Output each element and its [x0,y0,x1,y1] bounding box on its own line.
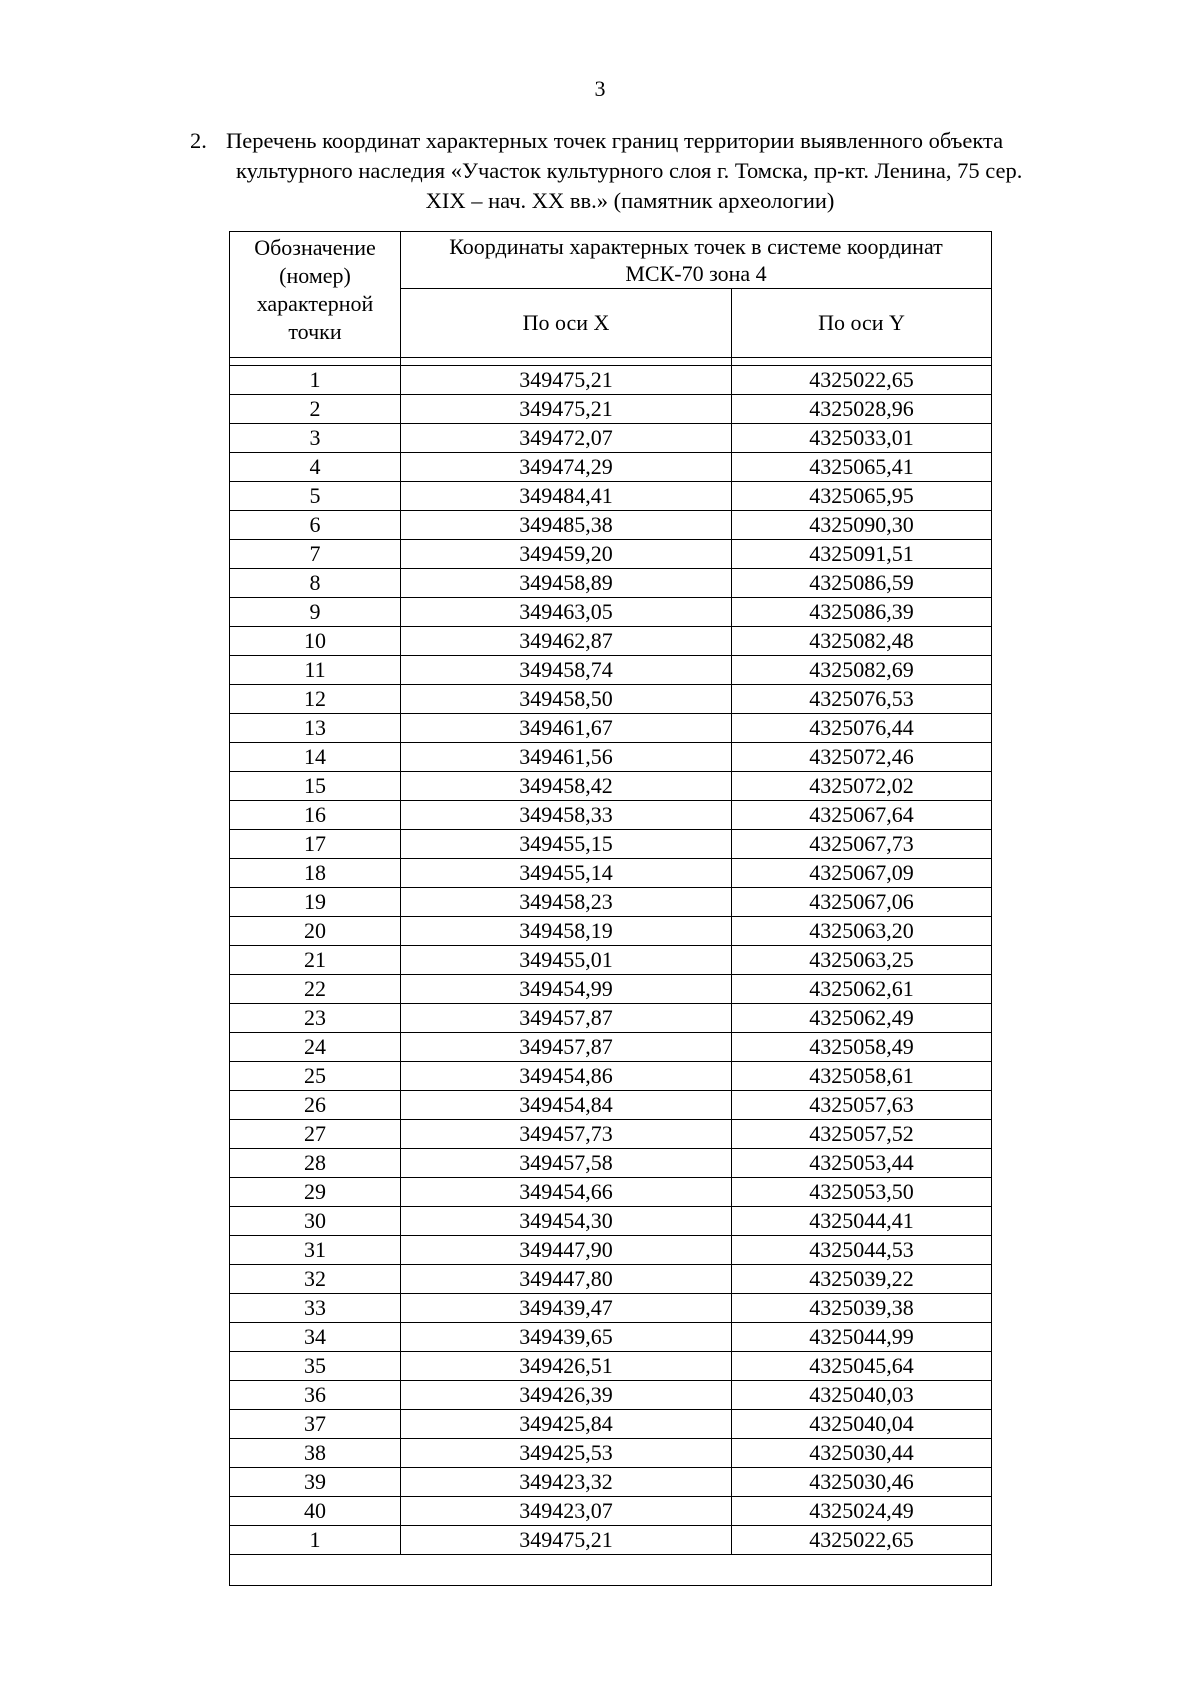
point-number-cell: 33 [230,1294,401,1323]
header-point-line: (номер) [279,263,351,288]
y-coordinate-cell: 4325040,03 [732,1381,992,1410]
point-number-cell: 19 [230,888,401,917]
table-row [230,1323,992,1352]
y-coordinate-cell: 4325040,04 [732,1410,992,1439]
point-number-cell: 11 [230,656,401,685]
y-coordinate-cell: 4325090,30 [732,511,992,540]
x-coordinate-cell: 349454,84 [401,1091,732,1120]
point-number-cell: 2 [230,395,401,424]
x-coordinate-cell: 349426,51 [401,1352,732,1381]
x-coordinate-cell: 349454,30 [401,1207,732,1236]
y-coordinate-cell: 4325024,49 [732,1497,992,1526]
point-number-cell: 14 [230,743,401,772]
x-coordinate-cell: 349423,07 [401,1497,732,1526]
y-coordinate-cell: 4325063,25 [732,946,992,975]
point-number-cell: 4 [230,453,401,482]
point-number-cell: 38 [230,1439,401,1468]
point-number-cell: 17 [230,830,401,859]
x-coordinate-cell: 349457,58 [401,1149,732,1178]
table-row [230,627,992,656]
x-coordinate-cell: 349454,86 [401,1062,732,1091]
heading-line-1-text: Перечень координат характерных точек границ территории выявленного объекта [226,128,1004,153]
point-number-cell: 36 [230,1381,401,1410]
table-row [230,482,992,511]
y-coordinate-cell: 4325057,52 [732,1120,992,1149]
point-number-cell: 22 [230,975,401,1004]
x-coordinate-cell: 349475,21 [401,395,732,424]
table-row [230,830,992,859]
y-coordinate-cell: 4325082,48 [732,627,992,656]
table-row [230,772,992,801]
table-row [230,1178,992,1207]
table-row [230,1410,992,1439]
heading-line-1 [190,126,1120,156]
y-coordinate-cell: 4325065,41 [732,453,992,482]
table-row [230,801,992,830]
point-number-cell: 8 [230,569,401,598]
spacer-cell [230,358,401,366]
point-number-cell: 26 [230,1091,401,1120]
table-row [230,859,992,888]
y-coordinate-cell: 4325057,63 [732,1091,992,1120]
point-number-cell: 29 [230,1178,401,1207]
y-coordinate-cell: 4325072,02 [732,772,992,801]
point-number-cell: 27 [230,1120,401,1149]
x-coordinate-cell: 349461,56 [401,743,732,772]
y-coordinate-cell: 4325063,20 [732,917,992,946]
x-coordinate-cell: 349457,73 [401,1120,732,1149]
point-number-cell: 3 [230,424,401,453]
y-coordinate-cell: 4325067,64 [732,801,992,830]
y-coordinate-cell: 4325030,44 [732,1439,992,1468]
coordinates-table [229,231,992,1586]
point-number-cell: 37 [230,1410,401,1439]
y-coordinate-cell: 4325058,61 [732,1062,992,1091]
point-number-cell: 1 [230,366,401,395]
empty-cell [230,1555,992,1586]
spacer-cell [401,358,732,366]
table-row [230,1207,992,1236]
x-coordinate-cell: 349439,47 [401,1294,732,1323]
y-coordinate-cell: 4325072,46 [732,743,992,772]
y-coordinate-cell: 4325065,95 [732,482,992,511]
y-coordinate-cell: 4325091,51 [732,540,992,569]
x-coordinate-cell: 349457,87 [401,1033,732,1062]
point-number-cell: 24 [230,1033,401,1062]
x-coordinate-cell: 349447,80 [401,1265,732,1294]
header-y-axis: По оси Y [732,289,992,358]
y-coordinate-cell: 4325022,65 [732,1526,992,1555]
header-system-line: МСК-70 зона 4 [625,261,767,286]
point-number-cell: 23 [230,1004,401,1033]
x-coordinate-cell: 349458,33 [401,801,732,830]
point-number-cell: 20 [230,917,401,946]
point-number-cell: 28 [230,1149,401,1178]
point-number-cell: 25 [230,1062,401,1091]
y-coordinate-cell: 4325045,64 [732,1352,992,1381]
table-row [230,1149,992,1178]
y-coordinate-cell: 4325067,73 [732,830,992,859]
y-coordinate-cell: 4325044,53 [732,1236,992,1265]
table-row [230,1381,992,1410]
y-coordinate-cell: 4325067,09 [732,859,992,888]
table-row [230,598,992,627]
point-number-cell: 7 [230,540,401,569]
table-row [230,511,992,540]
y-coordinate-cell: 4325028,96 [732,395,992,424]
y-coordinate-cell: 4325053,44 [732,1149,992,1178]
table-row [230,1439,992,1468]
x-coordinate-cell: 349458,19 [401,917,732,946]
y-coordinate-cell: 4325033,01 [732,424,992,453]
point-number-cell: 18 [230,859,401,888]
page-number: 3 [594,76,606,101]
table-row [230,1091,992,1120]
table-row [230,1004,992,1033]
table-row [230,1120,992,1149]
x-coordinate-cell: 349426,39 [401,1381,732,1410]
x-coordinate-cell: 349455,15 [401,830,732,859]
table-row [230,714,992,743]
y-coordinate-cell: 4325030,46 [732,1468,992,1497]
section-heading [190,126,1120,216]
point-number-cell: 31 [230,1236,401,1265]
point-number-cell: 35 [230,1352,401,1381]
header-point-line: точки [288,319,342,344]
table-row [230,656,992,685]
point-number-cell: 21 [230,946,401,975]
table-row [230,917,992,946]
x-coordinate-cell: 349447,90 [401,1236,732,1265]
y-coordinate-cell: 4325067,06 [732,888,992,917]
x-coordinate-cell: 349454,99 [401,975,732,1004]
point-number-cell: 5 [230,482,401,511]
heading-number: 2. [190,128,207,153]
table-row [230,540,992,569]
table-row [230,453,992,482]
y-coordinate-cell: 4325022,65 [732,366,992,395]
point-number-cell: 40 [230,1497,401,1526]
table-row [230,395,992,424]
table-row [230,685,992,714]
x-coordinate-cell: 349458,50 [401,685,732,714]
y-coordinate-cell: 4325062,49 [732,1004,992,1033]
heading-line-2: культурного наследия «Участок культурного слоя г. Томска, пр-кт. Ленина, 75 сер. [236,158,1023,183]
table-row [230,1352,992,1381]
table-row [230,1265,992,1294]
x-coordinate-cell: 349455,01 [401,946,732,975]
x-coordinate-cell: 349439,65 [401,1323,732,1352]
x-coordinate-cell: 349459,20 [401,540,732,569]
x-coordinate-cell: 349423,32 [401,1468,732,1497]
y-coordinate-cell: 4325039,22 [732,1265,992,1294]
table-row [230,1497,992,1526]
point-number-cell: 9 [230,598,401,627]
table-row [230,1033,992,1062]
header-point-line: характерной [256,291,374,316]
header-x-axis: По оси X [401,289,732,358]
point-number-cell: 13 [230,714,401,743]
header-coordinate-system [401,232,992,289]
y-coordinate-cell: 4325044,99 [732,1323,992,1352]
point-number-cell: 39 [230,1468,401,1497]
table-row [230,1294,992,1323]
y-coordinate-cell: 4325076,44 [732,714,992,743]
y-coordinate-cell: 4325086,39 [732,598,992,627]
x-coordinate-cell: 349425,53 [401,1439,732,1468]
table-row [230,569,992,598]
x-coordinate-cell: 349472,07 [401,424,732,453]
y-coordinate-cell: 4325062,61 [732,975,992,1004]
point-number-cell: 34 [230,1323,401,1352]
x-coordinate-cell: 349455,14 [401,859,732,888]
coordinates-body [230,366,992,1555]
table-row [230,1062,992,1091]
x-coordinate-cell: 349475,21 [401,366,732,395]
header-system-line: Координаты характерных точек в системе координат [449,234,943,259]
table-row [230,1526,992,1555]
x-coordinate-cell: 349461,67 [401,714,732,743]
y-coordinate-cell: 4325039,38 [732,1294,992,1323]
y-coordinate-cell: 4325053,50 [732,1178,992,1207]
heading-line-3: XIX – нач. XX вв.» (памятник археологии) [425,188,835,213]
point-number-cell: 32 [230,1265,401,1294]
table-row [230,743,992,772]
table-row [230,1468,992,1497]
table-row [230,366,992,395]
x-coordinate-cell: 349458,23 [401,888,732,917]
point-number-cell: 12 [230,685,401,714]
empty-final-row [230,1555,992,1586]
point-number-cell: 10 [230,627,401,656]
x-coordinate-cell: 349425,84 [401,1410,732,1439]
point-number-cell: 30 [230,1207,401,1236]
y-coordinate-cell: 4325058,49 [732,1033,992,1062]
header-point-line: Обозначение [254,235,376,260]
point-number-cell: 16 [230,801,401,830]
y-coordinate-cell: 4325044,41 [732,1207,992,1236]
header-spacer-row [230,358,992,366]
spacer-cell [732,358,992,366]
x-coordinate-cell: 349475,21 [401,1526,732,1555]
y-coordinate-cell: 4325082,69 [732,656,992,685]
point-number-cell: 15 [230,772,401,801]
table-row [230,946,992,975]
table-row [230,424,992,453]
y-coordinate-cell: 4325086,59 [732,569,992,598]
x-coordinate-cell: 349474,29 [401,453,732,482]
x-coordinate-cell: 349485,38 [401,511,732,540]
x-coordinate-cell: 349457,87 [401,1004,732,1033]
table-row [230,888,992,917]
table-row [230,1236,992,1265]
x-coordinate-cell: 349454,66 [401,1178,732,1207]
table-row [230,975,992,1004]
point-number-cell: 1 [230,1526,401,1555]
y-coordinate-cell: 4325076,53 [732,685,992,714]
x-coordinate-cell: 349458,74 [401,656,732,685]
x-coordinate-cell: 349458,42 [401,772,732,801]
header-point-designation [230,232,401,358]
point-number-cell: 6 [230,511,401,540]
x-coordinate-cell: 349484,41 [401,482,732,511]
x-coordinate-cell: 349462,87 [401,627,732,656]
x-coordinate-cell: 349458,89 [401,569,732,598]
x-coordinate-cell: 349463,05 [401,598,732,627]
